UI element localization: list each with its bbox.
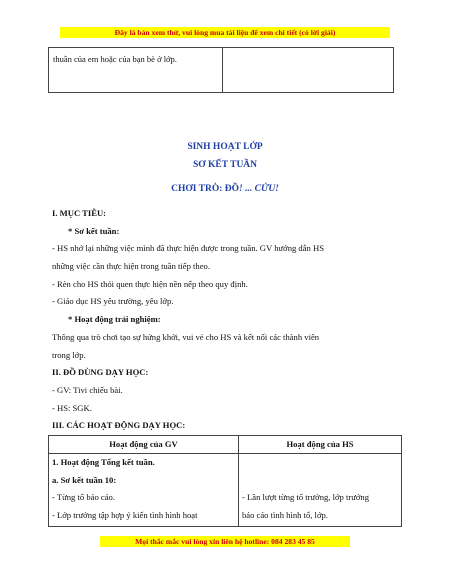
experience-line-1: Thông qua trò chơi tạo sự hứng khởi, vui vẻ cho HS và kết nối các thành viên: [52, 332, 320, 342]
experience-heading: * Hoạt động trải nghiệm:: [68, 314, 161, 324]
review-line-4: - Giáo dục HS yêu trường, yêu lớp.: [52, 296, 174, 306]
game-title: [0, 184, 450, 194]
student-column: [239, 454, 401, 526]
teacher-row: a. Sơ kết tuần 10:: [52, 475, 117, 485]
previous-table-cell: thuần của em hoặc của bạn bè ở lớp.: [49, 48, 223, 92]
game-title-prefix: CHƠI TRÒ: ĐỒ: [171, 184, 240, 194]
objectives-heading: I. MỤC TIÊU:: [52, 208, 107, 218]
review-heading: * Sơ kết tuần:: [68, 226, 120, 236]
hotline-banner: Mọi thắc mắc vui lòng xin liên hệ hotline: 084 283 45 85: [100, 536, 350, 547]
student-row: báo cáo tình hình tổ, lớp.: [242, 510, 328, 520]
activity-table: [48, 435, 402, 527]
experience-line-2: trong lớp.: [52, 350, 86, 360]
previous-table: [48, 47, 394, 93]
activities-heading: III. CÁC HOẠT ĐỘNG DẠY HỌC:: [52, 420, 186, 430]
student-row: - Lần lượt từng tổ trưởng, lớp trưởng: [242, 492, 370, 502]
review-line-2: những việc cần thực hiện trong tuần tiếp theo.: [52, 261, 210, 271]
previous-table-empty-cell: [223, 48, 393, 92]
materials-heading: II. ĐỒ DÙNG DẠY HỌC:: [52, 367, 149, 377]
materials-hs: - HS: SGK.: [52, 403, 92, 413]
teacher-row: 1. Hoạt động Tổng kết tuần.: [52, 457, 155, 467]
lesson-title: SINH HOẠT LỚP: [187, 142, 263, 152]
review-line-3: - Rèn cho HS thói quen thực hiện nền nếp theo quy định.: [52, 279, 248, 289]
teacher-column: [49, 454, 239, 526]
header-student: Hoạt động của HS: [286, 439, 354, 449]
materials-gv: - GV: Tivi chiếu bài.: [52, 385, 123, 395]
teacher-row: - Lớp trưởng tập hợp ý kiến tình hình hoạt: [52, 510, 198, 520]
preview-banner: Đây là bản xem thử, vui lòng mua tài liệu để xem chi tiết (có lời giải): [60, 27, 390, 38]
game-title-suffix: ! ... CỨU!: [239, 184, 279, 194]
lesson-subtitle: SƠ KẾT TUẦN: [192, 160, 258, 170]
activity-table-header: [49, 436, 401, 454]
teacher-row: - Từng tổ báo cáo.: [52, 492, 115, 502]
activity-table-body: [49, 454, 401, 526]
header-teacher: Hoạt động của GV: [49, 436, 239, 453]
review-line-1: - HS nhớ lại những việc mình đã thực hiện được trong tuần. GV hướng dẫn HS: [52, 243, 324, 253]
